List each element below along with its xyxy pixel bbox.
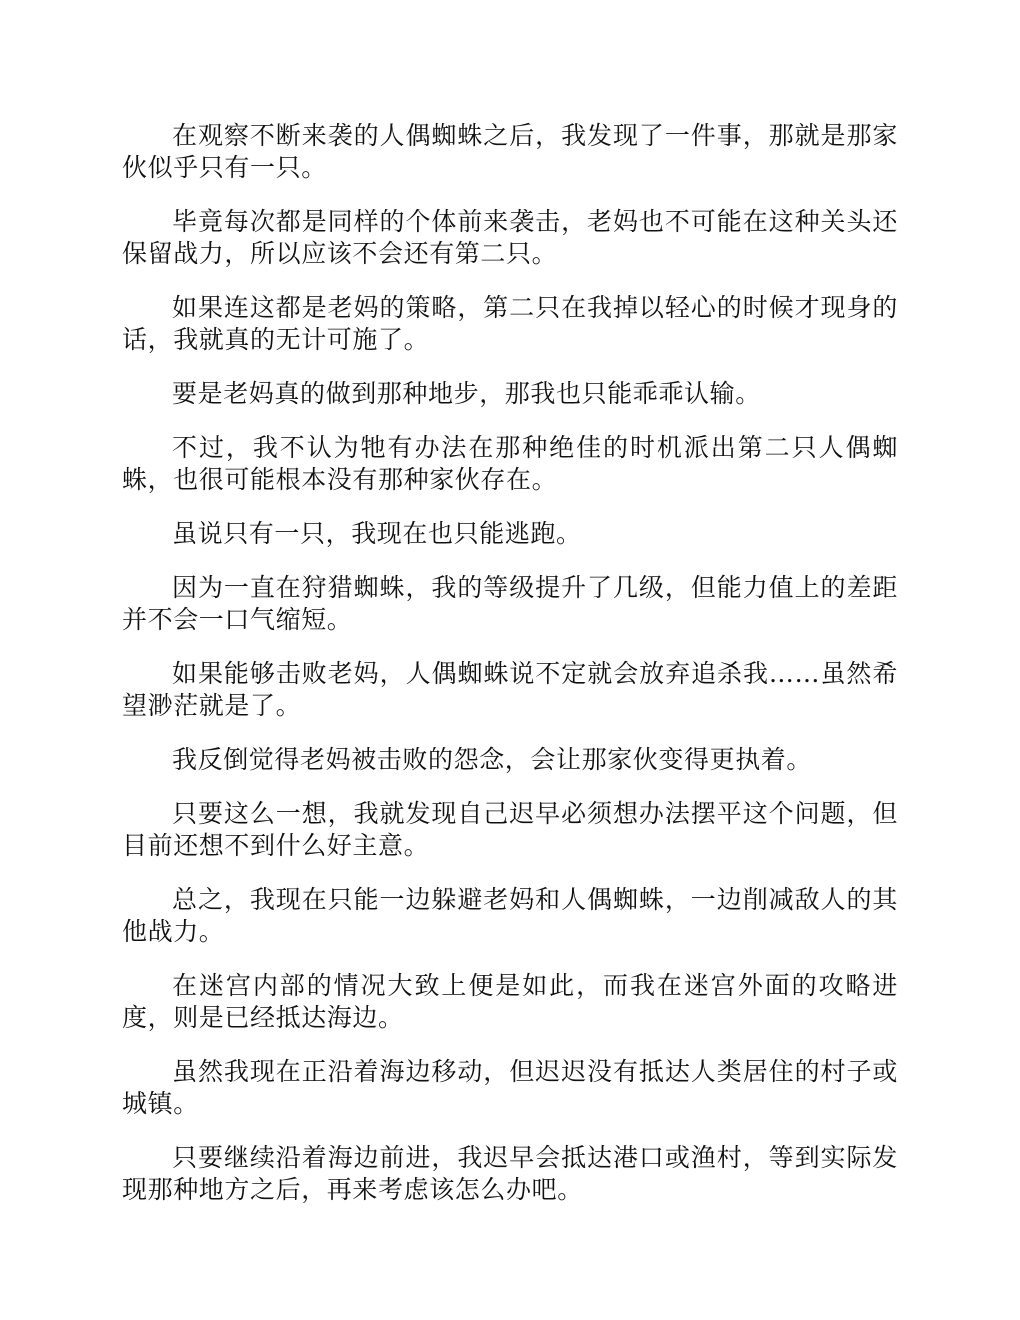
paragraph: 如果连这都是老妈的策略，第二只在我掉以轻心的时候才现身的话，我就真的无计可施了。: [122, 293, 898, 354]
paragraph: 如果能够击败老妈，人偶蜘蛛说不定就会放弃追杀我……虽然希望渺茫就是了。: [122, 659, 898, 720]
paragraph: 毕竟每次都是同样的个体前来袭击，老妈也不可能在这种关头还保留战力，所以应该不会还有第二只。: [122, 207, 898, 268]
document-page: [122, 120, 898, 1228]
paragraph: 因为一直在狩猎蜘蛛，我的等级提升了几级，但能力值上的差距并不会一口气缩短。: [122, 573, 898, 634]
paragraph: 总之，我现在只能一边躲避老妈和人偶蜘蛛，一边削减敌人的其他战力。: [122, 885, 898, 946]
paragraph: 只要继续沿着海边前进，我迟早会抵达港口或渔村，等到实际发现那种地方之后，再来考虑该怎么办吧。: [122, 1143, 898, 1204]
paragraph: 虽说只有一只，我现在也只能逃跑。: [172, 519, 582, 548]
paragraph: 虽然我现在正沿着海边移动，但迟迟没有抵达人类居住的村子或城镇。: [122, 1057, 898, 1118]
paragraph: 在迷宫内部的情况大致上便是如此，而我在迷宫外面的攻略进度，则是已经抵达海边。: [122, 971, 898, 1032]
paragraph: 要是老妈真的做到那种地步，那我也只能乖乖认输。: [172, 379, 761, 408]
paragraph: 在观察不断来袭的人偶蜘蛛之后，我发现了一件事，那就是那家伙似乎只有一只。: [122, 121, 898, 182]
paragraph: 只要这么一想，我就发现自己迟早必须想办法摆平这个问题，但目前还想不到什么好主意。: [122, 799, 898, 860]
paragraph: 不过，我不认为牠有办法在那种绝佳的时机派出第二只人偶蜘蛛，也很可能根本没有那种家伙存在。: [122, 433, 898, 494]
paragraph: 我反倒觉得老妈被击败的怨念，会让那家伙变得更执着。: [172, 745, 813, 774]
